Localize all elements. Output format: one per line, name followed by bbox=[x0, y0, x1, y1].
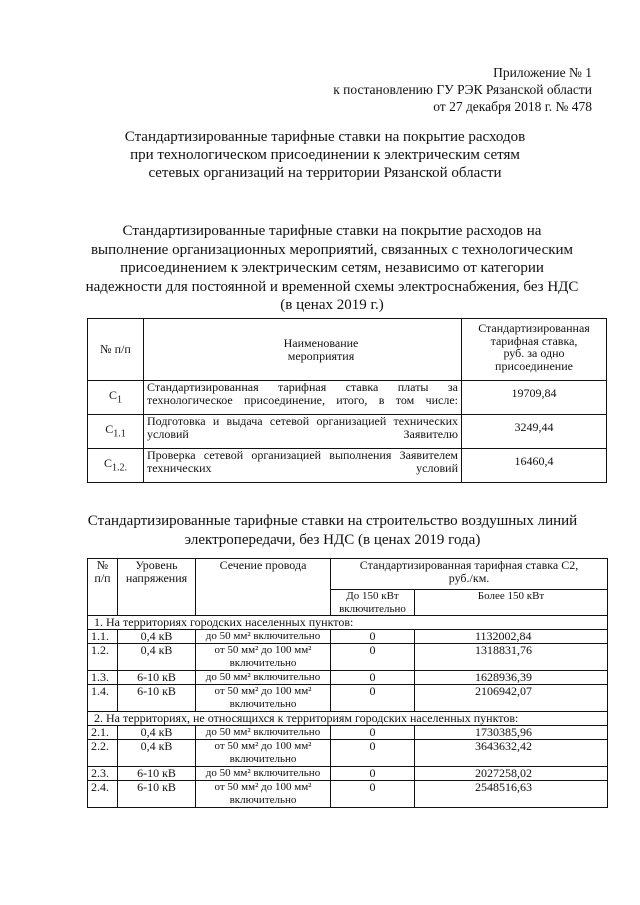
row-value-large: 2027258,02 bbox=[415, 767, 608, 781]
row-value-large: 1132002,84 bbox=[415, 630, 608, 644]
row-num: 2.3. bbox=[88, 767, 118, 781]
document-title bbox=[60, 128, 590, 182]
row-value-small: 0 bbox=[331, 671, 415, 685]
table-row bbox=[88, 685, 608, 712]
header-name-line: Наименование bbox=[283, 336, 359, 350]
row-value-large: 1318831,76 bbox=[415, 644, 608, 671]
document-title-line: сетевых организаций на территории Рязанской области bbox=[148, 165, 502, 181]
row-wire-line: от 50 мм² до 100 мм² bbox=[214, 740, 312, 752]
document-title-line: Стандартизированные тарифные ставки на покрытие расходов bbox=[124, 129, 526, 145]
row-code bbox=[88, 381, 144, 415]
row-voltage: 0,4 кВ bbox=[118, 726, 196, 740]
row-wire: до 50 мм² включительно bbox=[196, 630, 331, 644]
table-row bbox=[88, 630, 608, 644]
code-letter: C bbox=[108, 387, 117, 402]
code-sub: 1 bbox=[117, 393, 122, 405]
row-voltage: 6-10 кВ bbox=[118, 671, 196, 685]
section2-title-line: Стандартизированные тарифные ставки на строительство воздушных линий bbox=[87, 513, 578, 529]
row-value-small: 0 bbox=[331, 726, 415, 740]
table-row bbox=[88, 671, 608, 685]
section1-title-line: выполнение организационных мероприятий, связанных с технологическим bbox=[90, 241, 574, 258]
section1-title-line: присоединением к электрическим сетям, независимо от категории bbox=[120, 260, 544, 276]
row-num: 1.1. bbox=[88, 630, 118, 644]
row-voltage: 0,4 кВ bbox=[118, 630, 196, 644]
row-num: 1.3. bbox=[88, 671, 118, 685]
row-num: 2.1. bbox=[88, 726, 118, 740]
appendix-resolution: к постановлению ГУ РЭК Рязанской области bbox=[333, 82, 592, 97]
header-voltage bbox=[118, 559, 196, 616]
row-value-large: 1628936,39 bbox=[415, 671, 608, 685]
row-value-large: 2106942,07 bbox=[415, 685, 608, 712]
row-wire-line: от 50 мм² до 100 мм² bbox=[214, 685, 312, 697]
row-code bbox=[88, 415, 144, 449]
row-num: 1.2. bbox=[88, 644, 118, 671]
header-rate bbox=[331, 559, 608, 590]
table-header-row bbox=[88, 559, 608, 590]
table-row bbox=[88, 726, 608, 740]
header-rate-line: руб./км. bbox=[448, 570, 490, 585]
row-wire bbox=[196, 644, 331, 671]
row-wire: до 50 мм² включительно bbox=[196, 767, 331, 781]
header-rate-line: Стандартизированная тарифная ставка С2, bbox=[359, 558, 579, 572]
row-wire: до 50 мм² включительно bbox=[196, 726, 331, 740]
row-wire-line: включительно bbox=[229, 793, 297, 806]
row-value: 19709,84 bbox=[462, 381, 607, 415]
row-value-small: 0 bbox=[331, 685, 415, 712]
table-row bbox=[88, 781, 608, 808]
row-wire-line: включительно bbox=[229, 752, 297, 765]
row-value-small: 0 bbox=[331, 767, 415, 781]
table-row bbox=[88, 381, 607, 415]
row-wire-line: включительно bbox=[229, 697, 297, 710]
row-value-small: 0 bbox=[331, 740, 415, 767]
row-wire: до 50 мм² включительно bbox=[196, 671, 331, 685]
row-value-small: 0 bbox=[331, 781, 415, 808]
header-voltage-line: Уровень bbox=[135, 558, 178, 572]
row-value: 3249,44 bbox=[462, 415, 607, 449]
row-num: 2.4. bbox=[88, 781, 118, 808]
row-voltage: 6-10 кВ bbox=[118, 685, 196, 712]
appendix-number: Приложение № 1 bbox=[493, 65, 592, 80]
header-name-line: мероприятия bbox=[287, 348, 355, 363]
header-up-to-150kw bbox=[331, 590, 415, 616]
row-wire bbox=[196, 740, 331, 767]
table-header-row bbox=[88, 319, 607, 381]
row-value-small: 0 bbox=[331, 630, 415, 644]
appendix-header bbox=[333, 64, 592, 115]
table-row bbox=[88, 740, 608, 767]
row-num: 1.4. bbox=[88, 685, 118, 712]
row-voltage: 0,4 кВ bbox=[118, 644, 196, 671]
org-measures-table bbox=[87, 318, 607, 483]
header-wire: Сечение провода bbox=[196, 559, 331, 616]
header-name bbox=[144, 319, 462, 381]
code-sub: 1.2. bbox=[112, 461, 127, 473]
header-sub-line: включительно bbox=[339, 602, 406, 615]
section1-title-line: Стандартизированные тарифные ставки на покрытие расходов на bbox=[122, 223, 542, 239]
row-value-large: 3643632,42 bbox=[415, 740, 608, 767]
row-value-small: 0 bbox=[331, 644, 415, 671]
row-code bbox=[88, 449, 144, 483]
header-num: № п/п bbox=[88, 319, 144, 381]
header-rate bbox=[462, 319, 607, 381]
row-voltage: 0,4 кВ bbox=[118, 740, 196, 767]
section-title: 2. На территориях, не относящихся к территориям городских населенных пунктов: bbox=[88, 712, 608, 726]
header-sub-line: До 150 кВт bbox=[346, 590, 399, 602]
header-rate-line: Стандартизированная bbox=[478, 321, 590, 335]
code-letter: C bbox=[103, 455, 112, 470]
code-letter: C bbox=[105, 421, 114, 436]
row-wire bbox=[196, 685, 331, 712]
section1-title bbox=[82, 222, 582, 315]
section1-title-line: надежности для постоянной и временной схемы электроснабжения, без НДС bbox=[85, 278, 579, 295]
row-value: 16460,4 bbox=[462, 449, 607, 483]
header-voltage-line: напряжения bbox=[125, 570, 188, 585]
header-num-line: п/п bbox=[94, 570, 111, 585]
table-row bbox=[88, 449, 607, 483]
section2-title bbox=[70, 512, 595, 549]
row-wire-line: от 50 мм² до 100 мм² bbox=[214, 644, 312, 656]
section-title: 1. На территориях городских населенных пунктов: bbox=[88, 616, 608, 630]
table-row bbox=[88, 767, 608, 781]
appendix-date: от 27 декабря 2018 г. № 478 bbox=[433, 99, 592, 114]
row-description: Подготовка и выдача сетевой организацией технических условий Заявителю bbox=[144, 415, 462, 449]
table-row bbox=[88, 415, 607, 449]
document-title-line: при технологическом присоединении к электрическим сетям bbox=[130, 147, 520, 163]
row-voltage: 6-10 кВ bbox=[118, 767, 196, 781]
table-row bbox=[88, 644, 608, 671]
section1-title-line: (в ценах 2019 г.) bbox=[280, 297, 384, 313]
row-wire bbox=[196, 781, 331, 808]
row-wire-line: включительно bbox=[229, 656, 297, 669]
section-row bbox=[88, 616, 608, 630]
code-sub: 1.1 bbox=[113, 427, 126, 439]
section-row bbox=[88, 712, 608, 726]
header-over-150kw: Более 150 кВт bbox=[415, 590, 608, 616]
header-num bbox=[88, 559, 118, 616]
row-value-large: 1730385,96 bbox=[415, 726, 608, 740]
row-voltage: 6-10 кВ bbox=[118, 781, 196, 808]
row-description: Проверка сетевой организацией выполнения Заявителем технических условий bbox=[144, 449, 462, 483]
header-rate-line: тарифная ставка, bbox=[490, 333, 578, 348]
overhead-lines-table bbox=[87, 558, 608, 808]
row-num: 2.2. bbox=[88, 740, 118, 767]
header-num-line: № bbox=[96, 558, 109, 572]
header-rate-line: присоединение bbox=[495, 358, 573, 373]
header-rate-line: руб. за одно bbox=[503, 346, 565, 360]
row-wire-line: от 50 мм² до 100 мм² bbox=[214, 781, 312, 793]
row-value-large: 2548516,63 bbox=[415, 781, 608, 808]
section2-title-line: электропередачи, без НДС (в ценах 2019 года) bbox=[184, 531, 481, 548]
row-description: Стандартизированная тарифная ставка платы за технологическое присоединение, итого, в том числе: bbox=[144, 381, 462, 415]
